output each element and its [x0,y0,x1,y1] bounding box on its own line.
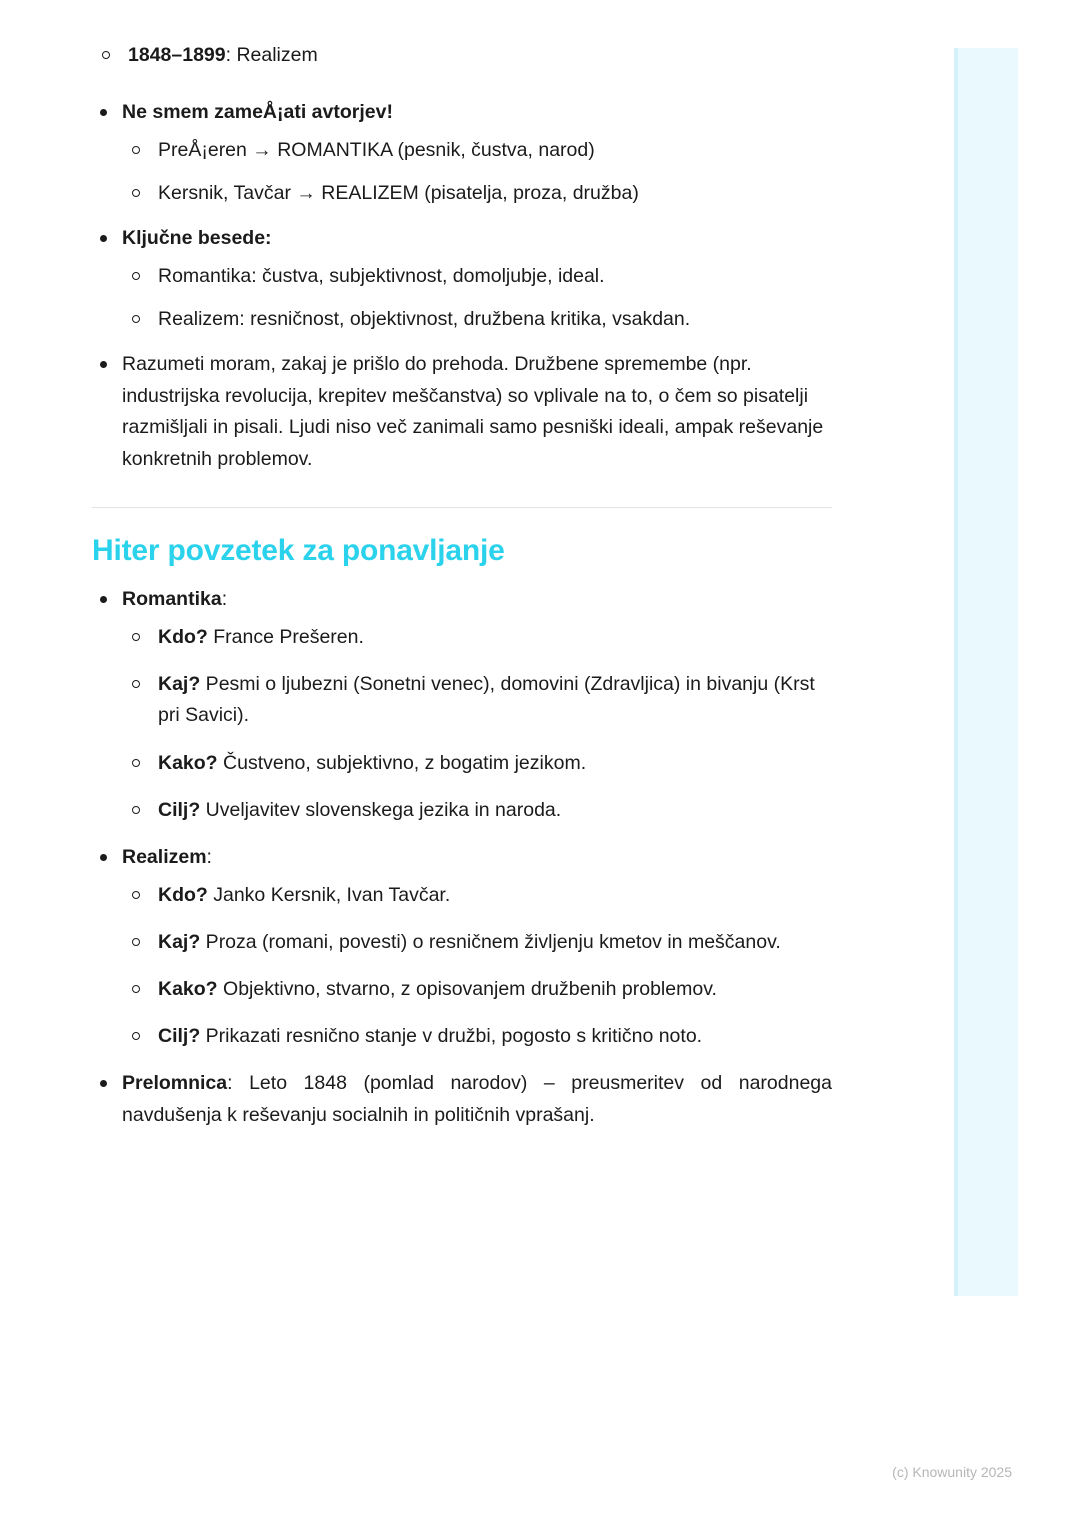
question-label: Kako? [158,977,218,1000]
answer-text: France Prešeren. [207,625,364,648]
answer-text: Pesmi o ljubezni (Sonetni venec), domovini (Zdravljica) in bivanju (Krst pri Savici). [158,673,815,727]
page-side-strip [956,48,1018,1296]
list-item [122,1021,832,1052]
year-range-text: : Realizem [225,44,318,66]
list-item: Romantika: čustva, subjektivnost, domoljubje, ideal. [122,261,832,292]
answer-text: Proza (romani, povesti) o resničnem življenju kmetov in meščanov. [200,930,781,953]
list-item [92,223,832,335]
answer-text: Prikazati resnično stanje v družbi, pogosto s kritično noto. [200,1025,703,1048]
list-item [122,927,832,958]
sub-list [122,135,832,209]
list-item: Razumeti moram, zakaj je prišlo do prehoda. Družbene spremembe (npr. industrijska revolucija, krepitev meščanstva) so vplivale na to, o čem so pisatelji razmišljali in pisali. Ljudi niso več zanimali samo pesniški ideali, ampak reševanje konkretnih problemov. [92,349,832,475]
footer-copyright: (c) Knowunity 2025 [892,1464,1012,1480]
final-label: Prelomnica [122,1072,228,1095]
question-label: Kaj? [158,930,201,953]
question-label: Cilj? [158,1025,201,1048]
question-label: Cilj? [158,798,201,821]
group-label-suffix: : [221,588,228,611]
list-item [122,669,832,731]
section-divider [92,507,832,508]
list-item [92,97,832,209]
sub-list [122,622,832,826]
page-side-strip-accent [954,48,958,1296]
summary-list [92,584,832,1131]
section-heading: Ne smem zameÅ¡ati avtorjev! [122,101,393,124]
question-label: Kdo? [158,883,208,906]
main-list [92,97,832,475]
sub-list [122,261,832,335]
list-item [92,40,832,71]
group-label: Romantika [122,588,222,611]
question-label: Kdo? [158,625,208,648]
group-label-suffix: : [206,845,212,868]
document-content [92,40,832,1145]
list-item [122,748,832,779]
year-range: 1848–1899 [128,44,226,66]
section-heading: Ključne besede: [122,227,272,250]
list-item [122,880,832,911]
question-label: Kaj? [158,673,201,696]
group-label: Realizem [122,845,207,868]
answer-text: Uveljavitev slovenskega jezika in naroda. [200,798,562,821]
list-item [122,622,832,653]
sub-list [122,880,832,1053]
answer-text: Objektivno, stvarno, z opisovanjem družbenih problemov. [217,977,717,1000]
answer-text: Čustveno, subjektivno, z bogatim jezikom. [217,751,587,774]
list-item: Kersnik, Tavčar → REALIZEM (pisatelja, proza, družba) [122,178,832,209]
list-item: PreÅ¡eren → ROMANTIKA (pesnik, čustva, narod) [122,135,832,166]
page-title: Hiter povzetek za ponavljanje [92,534,505,568]
list-item: Realizem: resničnost, objektivnost, družbena kritika, vsakdan. [122,304,832,335]
list-item [92,842,832,1052]
question-label: Kako? [158,751,218,774]
list-item [122,974,832,1005]
list-item [92,1068,832,1131]
list-item [122,795,832,826]
list-item [92,584,832,826]
answer-text: Janko Kersnik, Ivan Tavčar. [207,883,451,906]
final-text: : Leto 1848 (pomlad narodov) – preusmeritev od narodnega navdušenja k reševanju socialnih in političnih vprašanj. [122,1072,832,1126]
